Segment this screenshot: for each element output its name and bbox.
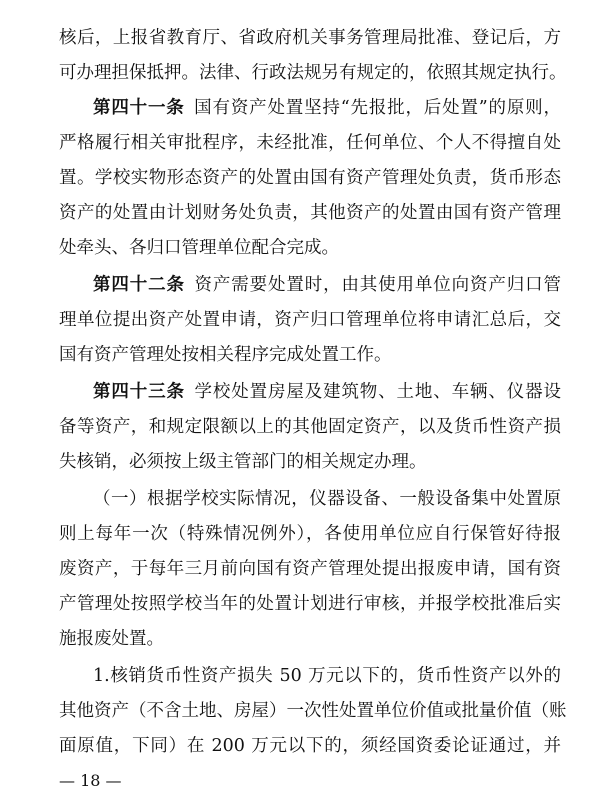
- article-43-line: [93, 381, 561, 403]
- text-line: 理单位提出资产处置申请，资产归口管理单位将申请汇总后，交: [59, 310, 561, 330]
- article-label: 第四十二条: [93, 275, 185, 295]
- text-line: 其他资产（不含土地、房屋）一次性处置单位价值或批量价值（账: [59, 701, 567, 721]
- text-line: 1.核销货币性资产损失 50 万元以下的，货币性资产以外的: [93, 666, 561, 686]
- text-line: 可办理担保抵押。法律、行政法规另有规定的，依照其规定执行。: [59, 63, 567, 83]
- text-line: 资产的处置由计划财务处负责，其他资产的处置由国有资产管理: [59, 203, 561, 223]
- text-line: 核后，上报省教育厅、省政府机关事务管理局批准、登记后，方: [59, 28, 561, 48]
- text-line: 严格履行相关审批程序，未经批准，任何单位、个人不得擅自处: [59, 133, 561, 153]
- article-label: 第四十三条: [93, 382, 185, 402]
- page-number: — 18 —: [59, 771, 122, 790]
- text-line: 失核销，必须按上级主管部门的相关规定办理。: [59, 452, 427, 472]
- text-line: 则上每年一次（特殊情况例外），各使用单位应自行保管好待报: [59, 524, 561, 544]
- text-line: （一）根据学校实际情况，仪器设备、一般设备集中处置原: [93, 489, 561, 509]
- text-line: 置。学校实物形态资产的处置由国有资产管理处负责，货币形态: [59, 168, 561, 188]
- text-line: 面原值，下同）在 200 万元以下的，须经国资委论证通过，并: [59, 736, 561, 756]
- text-line: 处牵头、各归口管理单位配合完成。: [59, 238, 339, 258]
- article-42-line: [93, 274, 561, 296]
- text-line: 备等资产，和规定限额以上的其他固定资产，以及货币性资产损: [59, 417, 561, 437]
- article-41-line: [93, 97, 561, 119]
- article-text: 学校处置房屋及建筑物、土地、车辆、仪器设: [193, 382, 562, 402]
- text-line: 产管理处按照学校当年的处置计划进行审核，并报学校批准后实: [59, 594, 561, 614]
- article-text: 资产需要处置时，由其使用单位向资产归口管: [193, 275, 562, 295]
- text-line: 施报废处置。: [59, 629, 164, 649]
- article-text: 国有资产处置坚持“先报批，后处置”的原则，: [193, 98, 561, 118]
- text-line: 国有资产管理处按相关程序完成处置工作。: [59, 345, 392, 365]
- article-label: 第四十一条: [93, 98, 185, 118]
- text-line: 废资产，于每年三月前向国有资产管理处提出报废申请，国有资: [59, 559, 561, 579]
